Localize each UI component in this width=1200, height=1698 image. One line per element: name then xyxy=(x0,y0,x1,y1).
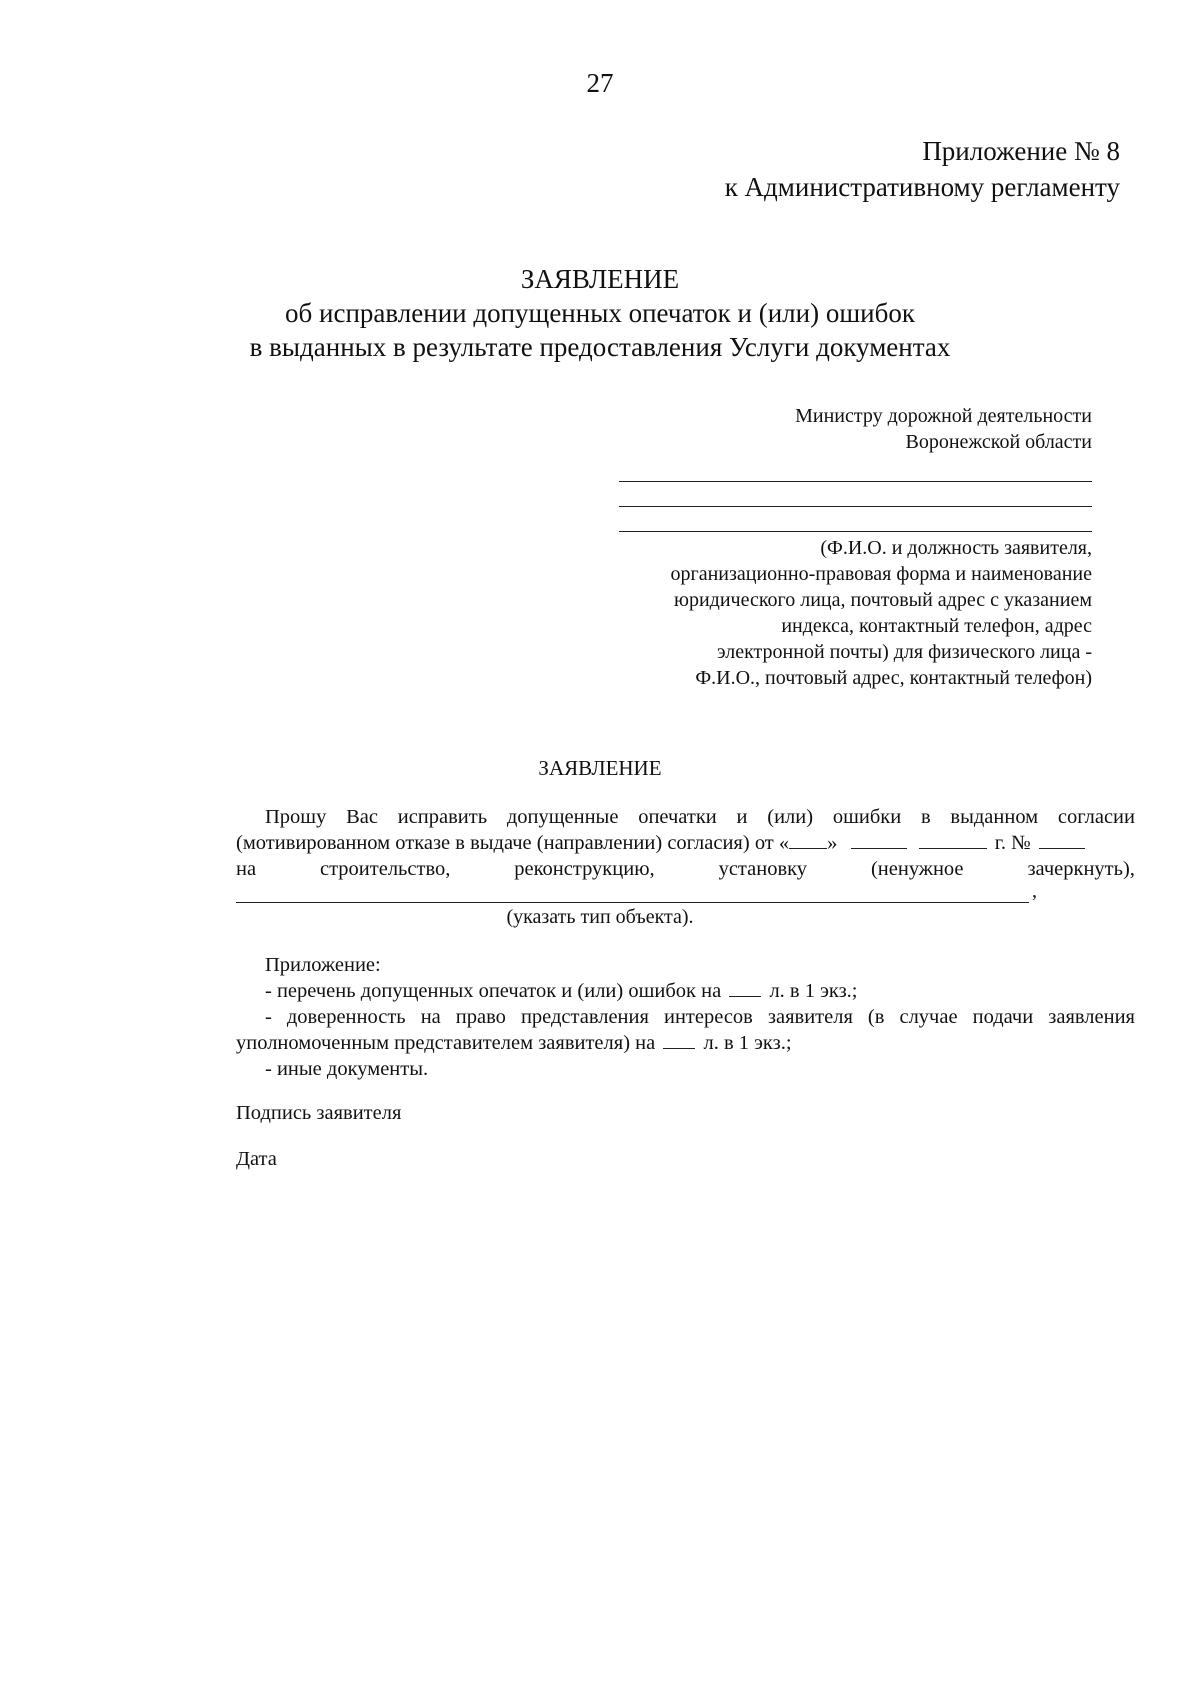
number-blank[interactable] xyxy=(1039,832,1085,849)
object-type-blank[interactable] xyxy=(236,902,1029,903)
applicant-note-line: индекса, контактный телефон, адрес xyxy=(781,615,1092,637)
word: и xyxy=(736,806,748,828)
applicant-note-line: электронной почты) для физического лица - xyxy=(717,641,1092,663)
word: выданном xyxy=(950,806,1039,828)
word: (в xyxy=(867,1006,885,1028)
applicant-blank-line-1[interactable] xyxy=(619,481,1092,482)
applicant-note-line: Ф.И.О., почтовый адрес, контактный телефон) xyxy=(695,667,1092,689)
word: представления xyxy=(520,1006,649,1028)
word: строительство, xyxy=(319,858,451,880)
word: Прошу xyxy=(265,806,327,828)
word: подачи xyxy=(972,1006,1034,1028)
title-line-2: в выданных в результате предоставления Услуги документах xyxy=(249,332,951,362)
word: на xyxy=(420,1006,441,1028)
title-line-1: об исправлении допущенных опечаток и (или) ошибок xyxy=(285,298,915,328)
attachments-heading: Приложение: xyxy=(265,954,381,976)
request-text: (мотивированном отказе в выдаче (направлении) согласия) от « xyxy=(236,832,790,854)
attachment-text: - перечень допущенных опечаток и (или) ошибок на xyxy=(265,980,722,1002)
year-blank[interactable] xyxy=(919,832,987,849)
object-type-comma: , xyxy=(1032,880,1037,902)
word: заявителя xyxy=(767,1006,853,1028)
word: установку xyxy=(718,858,808,880)
title-heading: ЗАЯВЛЕНИЕ xyxy=(520,264,680,294)
pages-blank-1[interactable] xyxy=(729,980,761,997)
attachment-item-2-line-2 xyxy=(236,1030,792,1056)
request-text: » xyxy=(827,832,838,854)
day-blank[interactable] xyxy=(789,832,827,849)
word: интересов xyxy=(663,1006,753,1028)
attachment-text: л. в 1 экз.; xyxy=(769,980,858,1002)
word: (или) xyxy=(767,806,814,828)
page-number: 27 xyxy=(586,68,614,98)
word: реконструкцию, xyxy=(514,858,655,880)
word: право xyxy=(455,1006,506,1028)
document-title xyxy=(0,262,1200,364)
applicant-note xyxy=(671,535,1093,691)
attachment-text: уполномоченным представителем заявителя) на xyxy=(236,1032,656,1054)
attachment-item-2-line-1 xyxy=(265,1004,1135,1030)
date-label: Дата xyxy=(236,1148,277,1170)
word: Вас xyxy=(346,806,378,828)
word: ошибки xyxy=(832,806,902,828)
applicant-note-line: организационно-правовая форма и наименование xyxy=(670,563,1092,585)
appendix-number: Приложение № 8 xyxy=(922,136,1120,166)
word: согласии xyxy=(1057,806,1135,828)
request-text: г. № xyxy=(994,832,1031,854)
applicant-note-line: (Ф.И.О. и должность заявителя, xyxy=(820,537,1092,559)
attachment-item-1 xyxy=(265,978,858,1004)
applicant-blank-line-3[interactable] xyxy=(619,531,1092,532)
word: зачеркнуть), xyxy=(1027,858,1135,880)
applicant-note-line: юридического лица, почтовый адрес с указанием xyxy=(674,589,1092,611)
word: допущенные xyxy=(506,806,619,828)
attachment-text: л. в 1 экз.; xyxy=(703,1032,792,1054)
word: доверенность xyxy=(286,1006,406,1028)
object-type-hint: (указать тип объекта). xyxy=(506,906,694,928)
word: заявления xyxy=(1048,1006,1135,1028)
request-line-3 xyxy=(236,856,1135,882)
appendix-reference: к Административному регламенту xyxy=(724,172,1120,202)
recipient-line-1: Министру дорожной деятельности xyxy=(795,405,1092,427)
applicant-blank-line-2[interactable] xyxy=(619,506,1092,507)
recipient-block xyxy=(795,403,1092,455)
request-line-1 xyxy=(265,804,1135,830)
request-line-2 xyxy=(236,830,1135,856)
word: случае xyxy=(899,1006,958,1028)
word: - xyxy=(265,1006,272,1028)
word: в xyxy=(920,806,931,828)
word: опечатки xyxy=(638,806,717,828)
recipient-line-2: Воронежской области xyxy=(905,431,1092,453)
signature-label: Подпись заявителя xyxy=(236,1102,402,1124)
word: на xyxy=(236,858,257,880)
month-blank[interactable] xyxy=(851,832,907,849)
body-heading: ЗАЯВЛЕНИЕ xyxy=(538,756,662,780)
pages-blank-2[interactable] xyxy=(663,1032,695,1049)
word: исправить xyxy=(397,806,488,828)
word: (ненужное xyxy=(870,858,964,880)
appendix-header xyxy=(725,133,1120,205)
attachment-item-3: - иные документы. xyxy=(265,1058,429,1080)
